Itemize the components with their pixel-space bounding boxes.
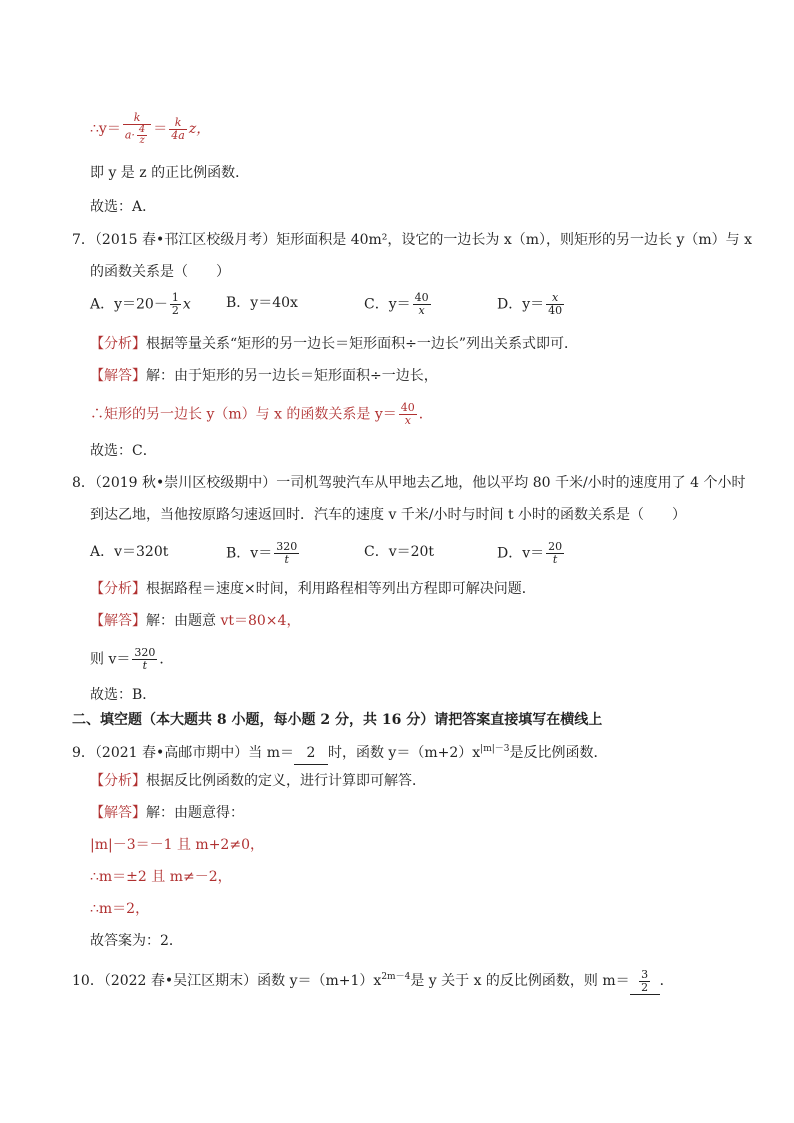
q7-option-d-num: x (552, 291, 559, 304)
fraction-2-denominator: 4a (171, 128, 185, 142)
q9-solution (90, 802, 244, 824)
q7-option-a (90, 292, 191, 317)
q8-solution-equation: vt＝80×4， (220, 613, 301, 629)
nested-fraction (137, 125, 147, 146)
q10-answer-num: 3 (641, 967, 649, 981)
q7-step-fraction (399, 402, 417, 427)
fraction-2 (169, 117, 187, 142)
q7-solution-tag: 【解答】 (90, 368, 146, 384)
q8-option-b-num: 320 (276, 540, 298, 553)
fraction-2-numerator: k (174, 115, 182, 129)
q7-step-prefix: ∴矩形的另一边长 y（m）与 x 的函数关系是 y＝ (90, 406, 397, 423)
nested-numerator: 4 (138, 124, 146, 135)
q7-option-c-den: x (413, 304, 431, 317)
q7-option-a-suffix: x (182, 296, 191, 313)
q7-step-den: x (399, 414, 417, 427)
q7-step-num: 40 (400, 401, 415, 414)
q8-step-fraction (132, 647, 157, 672)
q10-answer-den: 2 (641, 980, 649, 994)
q9-stem-suffix: 是反比例函数． (509, 745, 608, 761)
q9-step-2: ∴m＝±2 且 m≠－2， (90, 869, 232, 885)
q9-answer-blank: 2 (294, 742, 328, 765)
q7-stem-line2: 的函数关系是（ ） (90, 264, 230, 280)
q8-step-suffix: ． (159, 651, 174, 668)
q9-stem (72, 738, 607, 765)
q9-step-3: ∴m＝2， (90, 901, 150, 917)
q7-option-d (497, 292, 566, 317)
q8-solution (90, 610, 300, 632)
q8-analysis (90, 578, 536, 600)
q10-stem-mid: 是 y 关于 x 的反比例函数，则 m＝ (410, 973, 630, 989)
q9-step-1: |m|－3＝－1 且 m+2≠0， (90, 837, 264, 853)
q8-step-den: t (132, 659, 157, 672)
q8-option-d-den: t (546, 553, 564, 566)
q8-step-prefix: 则 v＝ (90, 651, 131, 668)
q7-analysis (90, 333, 578, 355)
nested-denominator: z (137, 135, 147, 146)
q10-answer-blank (630, 969, 660, 995)
q7-analysis-text: 根据等量关系“矩形的另一边长＝矩形面积÷一边长”列出关系式即可． (146, 336, 579, 352)
q9-analysis-text: 根据反比例函数的定义，进行计算即可解答． (146, 773, 426, 789)
q8-option-d-prefix: D．v＝ (497, 545, 545, 562)
q8-option-b-prefix: B．v＝ (226, 545, 273, 562)
q7-solution-step (90, 402, 433, 427)
q7-option-a-den: 2 (171, 304, 179, 317)
q8-analysis-tag: 【分析】 (90, 581, 146, 597)
q7-stem-line1: 7．（2015 春•邗江区校级月考）矩形面积是 40m²，设它的一边长为 x（m），则矩形的另一边长 y（m）与 x (72, 232, 752, 248)
q8-option-d-num: 20 (548, 540, 563, 553)
q9-solution-text: 解：由题意得： (146, 805, 244, 821)
q7-option-c-prefix: C．y＝ (364, 296, 411, 313)
q9-analysis (90, 770, 426, 792)
section-2-heading: 二、填空题（本大题共 8 小题，每小题 2 分，共 16 分）请把答案直接填写在横线上 (72, 712, 603, 728)
q7-option-c-fraction (413, 292, 431, 317)
q7-option-b: B．y＝40x (226, 295, 298, 311)
prev-solution-equation (90, 112, 210, 146)
q7-solution (90, 365, 438, 387)
q10-stem-prefix: 10．（2022 春•吴江区期末）函数 y＝（m+1）x (72, 973, 382, 989)
q9-answer: 故答案为：2． (90, 933, 183, 949)
q8-option-b-fraction (274, 541, 299, 566)
fraction-1 (123, 112, 151, 146)
prev-solution-conclusion: 即 y 是 z 的正比例函数． (90, 165, 250, 181)
q8-solution-tag: 【解答】 (90, 613, 146, 629)
q7-solution-text: 解：由于矩形的另一边长＝矩形面积÷一边长， (146, 368, 438, 384)
prev-solution-answer: 故选：A． (90, 199, 157, 215)
q7-answer: 故选：C． (90, 443, 157, 459)
q8-option-b-den: t (274, 553, 299, 566)
q9-solution-tag: 【解答】 (90, 805, 146, 821)
fraction-1-den-a: a· (124, 128, 135, 142)
q10-stem (72, 966, 674, 995)
q7-option-a-num: 1 (171, 291, 179, 304)
q8-solution-step (90, 647, 173, 672)
q7-option-d-den: 40 (548, 304, 563, 317)
q7-option-d-prefix: D．y＝ (497, 296, 545, 313)
q8-option-b (226, 541, 301, 566)
q8-step-num: 320 (134, 646, 156, 659)
q7-option-c-num: 40 (414, 291, 429, 304)
q9-exponent: |m|－3 (480, 744, 510, 754)
eq-mid: ＝ (153, 121, 168, 137)
q9-stem-prefix: 9．（2021 春•高邮市期中）当 m＝ (72, 745, 294, 761)
q8-option-d (497, 541, 566, 566)
q7-option-d-fraction (546, 292, 564, 317)
q8-solution-text: 解：由题意 (146, 613, 221, 629)
fraction-1-numerator: k (133, 111, 141, 124)
q7-option-a-fraction (170, 292, 181, 317)
q8-answer: 故选：B． (90, 687, 157, 703)
fraction-1-denominator (123, 124, 151, 146)
q7-analysis-tag: 【分析】 (90, 336, 146, 352)
eq-suffix: z， (188, 121, 211, 137)
q9-analysis-tag: 【分析】 (90, 773, 146, 789)
q8-option-d-fraction (546, 541, 564, 566)
q8-option-a: A．v＝320t (90, 544, 169, 560)
q10-stem-suffix: ． (659, 973, 674, 989)
q7-step-suffix: ． (418, 406, 433, 423)
q7-option-c (364, 292, 433, 317)
eq-prefix: ∴y＝ (90, 121, 121, 137)
q10-answer-fraction (639, 969, 650, 994)
q10-exponent: 2m－4 (381, 972, 411, 982)
q8-analysis-text: 根据路程＝速度×时间，利用路程相等列出方程即可解决问题． (146, 581, 536, 597)
q8-stem-line1: 8．（2019 秋•崇川区校级期中）一司机驾驶汽车从甲地去乙地，他以平均 80 千米/小时的速度用了 4 个小时 (72, 475, 746, 491)
q8-option-c: C．v＝20t (364, 544, 435, 560)
q9-stem-mid: 时，函数 y＝（m+2）x (327, 745, 481, 761)
q8-stem-line2: 到达乙地，当他按原路匀速返回时．汽车的速度 v 千米/小时与时间 t 小时的函数关系是（ ） (90, 507, 687, 523)
q7-option-a-prefix: A．y＝20－ (90, 296, 168, 313)
